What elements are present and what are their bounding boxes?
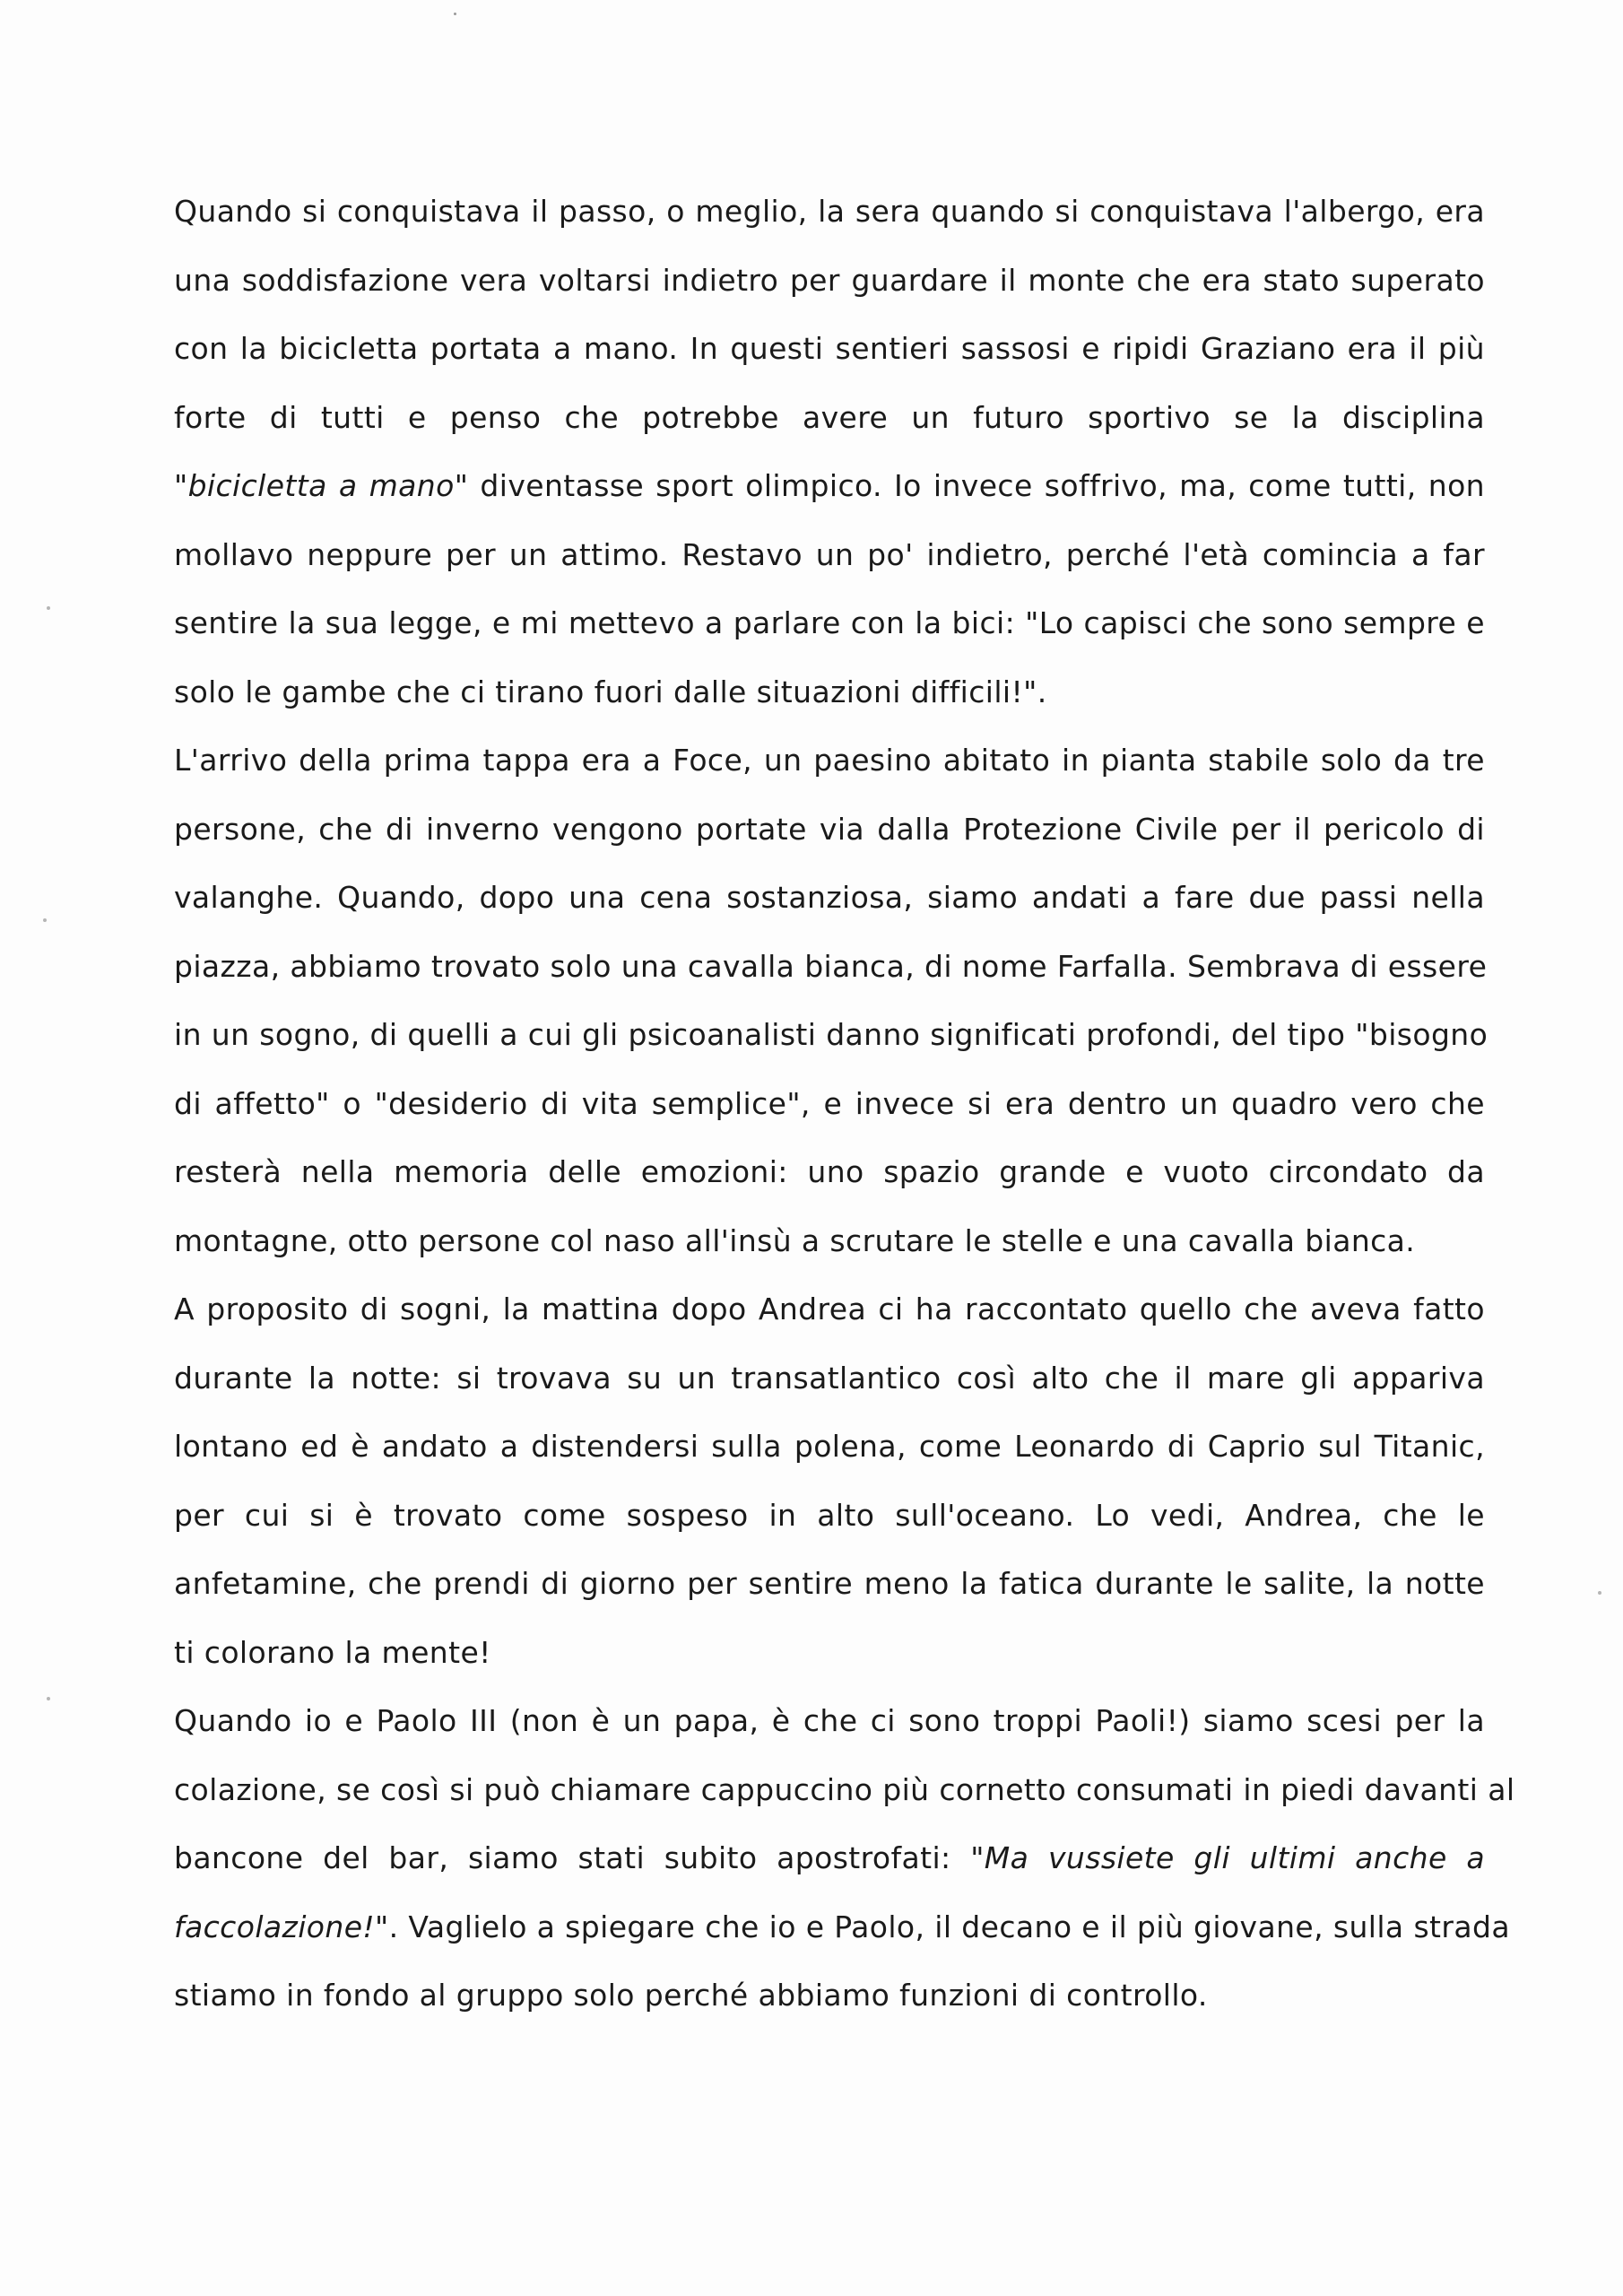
text-line — [174, 1344, 1485, 1413]
text-segment: per cui si è trovato come sospeso in alto sull'oceano. Lo vedi, Andrea, che le — [174, 1497, 1485, 1533]
scan-speck — [43, 918, 47, 922]
paragraph — [174, 178, 1485, 726]
text-segment: Quando si conquistava il passo, o meglio, la sera quando si conquistava l'albergo, era — [174, 194, 1485, 229]
paragraph — [174, 726, 1488, 1275]
paragraph — [174, 1687, 1515, 2031]
text-segment: mollavo neppure per un attimo. Restavo un po' indietro, perché l'età comincia a far — [174, 536, 1485, 572]
text-line — [174, 1275, 1485, 1344]
text-segment: valanghe. Quando, dopo una cena sostanziosa, siamo andati a fare due passi nella — [174, 880, 1485, 915]
text-segment: L'arrivo della prima tappa era a Foce, un paesino abitato in pianta stabile solo da tre — [174, 743, 1485, 778]
text-line — [174, 1961, 1485, 2031]
italic-text: "Ma vussiete gli ultimi anche a — [970, 1840, 1485, 1875]
text-line — [174, 726, 1485, 796]
text-segment: piazza, abbiamo trovato solo una cavalla bianca, di nome Farfalla. Sembrava di essere — [174, 948, 1488, 984]
text-segment: una soddisfazione vera voltarsi indietro per guardare il monte che era stato superato — [174, 262, 1485, 298]
text-segment: di affetto" o "desiderio di vita semplice", e invece si era dentro un quadro vero che — [174, 1085, 1485, 1121]
text-segment: montagne, otto persone col naso all'insù a scrutare le stelle e una cavalla bianca. — [174, 1222, 1416, 1258]
text-line — [174, 864, 1485, 933]
scan-speck — [47, 1697, 50, 1700]
text-line — [174, 658, 1485, 727]
italic-text: faccolazione! — [174, 1909, 376, 1944]
text-line — [174, 247, 1485, 316]
text-line — [174, 384, 1485, 453]
text-line — [174, 1207, 1485, 1276]
text-line — [174, 589, 1485, 658]
body-text — [174, 178, 1515, 2031]
text-line — [174, 1413, 1485, 1482]
text-segment: resterà nella memoria delle emozioni: uno spazio grande e vuoto circondato da — [174, 1154, 1485, 1189]
text-line — [174, 1001, 1488, 1070]
text-segment: Quando io e Paolo III (non è un papa, è che ci sono troppi Paoli!) siamo scesi per la — [174, 1703, 1485, 1738]
text-segment: ti colorano la mente! — [174, 1634, 491, 1670]
text-segment: durante la notte: si trovava su un transatlantico così alto che il mare gli appariva — [174, 1360, 1485, 1396]
text-segment: lontano ed è andato a distendersi sulla polena, come Leonardo di Caprio sul Titanic, — [174, 1429, 1485, 1464]
text-line — [174, 933, 1488, 1002]
text-segment: forte di tutti e penso che potrebbe avere un futuro sportivo se la disciplina — [174, 399, 1485, 435]
paragraph — [174, 1275, 1485, 1687]
italic-text: "bicicletta a mano" — [174, 468, 469, 503]
text-line — [174, 1619, 1485, 1688]
text-segment: bancone del bar, siamo stati subito apostrofati: — [174, 1840, 971, 1875]
text-segment: in un sogno, di quelli a cui gli psicoanalisti danno significati profondi, del tipo "bisogno — [174, 1017, 1488, 1052]
text-line — [174, 452, 1485, 521]
text-segment: sentire la sua legge, e mi mettevo a parlare con la bici: "Lo capisci che sono sempre e — [174, 605, 1485, 640]
text-line — [174, 1893, 1510, 1962]
text-line — [174, 1070, 1485, 1139]
text-line — [174, 315, 1485, 384]
text-segment: solo le gambe che ci tirano fuori dalle situazioni difficili!". — [174, 674, 1047, 709]
text-line — [174, 1687, 1485, 1756]
text-segment: diventasse sport olimpico. Io invece soffrivo, ma, come tutti, non — [468, 468, 1485, 503]
text-line — [174, 1824, 1485, 1893]
scan-speck — [1598, 1591, 1601, 1595]
text-line — [174, 1138, 1485, 1207]
text-line — [174, 521, 1485, 590]
text-segment: stiamo in fondo al gruppo solo perché abbiamo funzioni di controllo. — [174, 1978, 1208, 2013]
text-segment: A proposito di sogni, la mattina dopo Andrea ci ha raccontato quello che aveva fatto — [174, 1292, 1485, 1326]
text-segment: colazione, se così si può chiamare cappuccino più cornetto consumati in piedi davanti al — [174, 1771, 1515, 1807]
text-line — [174, 1550, 1485, 1619]
scan-artifact — [454, 13, 456, 15]
text-line — [174, 1756, 1515, 1825]
text-line — [174, 796, 1485, 865]
text-segment: con la bicicletta portata a mano. In questi sentieri sassosi e ripidi Graziano era il più — [174, 331, 1485, 366]
scan-speck — [47, 606, 50, 610]
text-segment: ". Vaglielo a spiegare che io e Paolo, il decano e il più giovane, sulla strada — [375, 1909, 1510, 1944]
text-segment: persone, che di inverno vengono portate via dalla Protezione Civile per il pericolo di — [174, 811, 1485, 847]
text-segment: anfetamine, che prendi di giorno per sentire meno la fatica durante le salite, la notte — [174, 1566, 1485, 1601]
text-line — [174, 1482, 1485, 1551]
text-line — [174, 178, 1485, 247]
